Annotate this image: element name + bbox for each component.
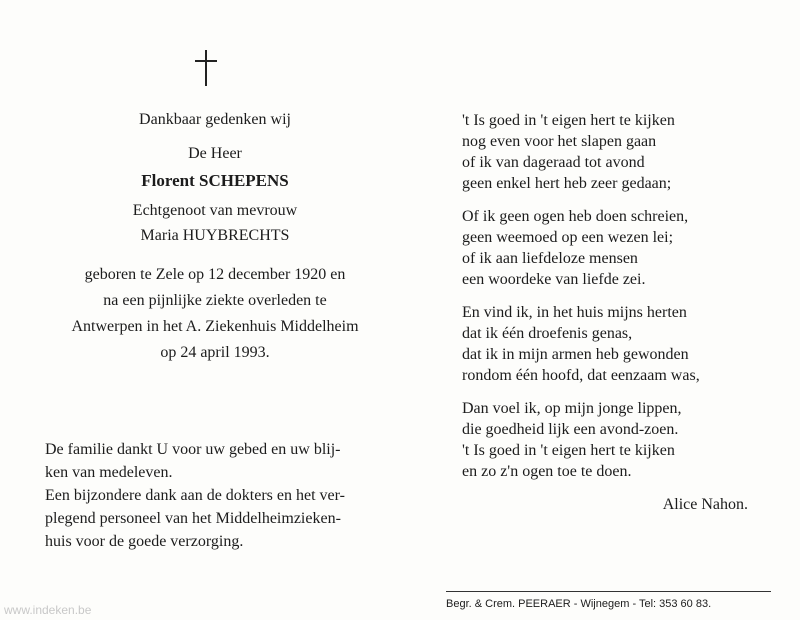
thanks-paragraph xyxy=(45,438,425,553)
thanks-line: plegend personeel van het Middelheimzieken- xyxy=(45,510,341,527)
salutation: De Heer xyxy=(188,145,242,162)
biography xyxy=(10,262,420,366)
spouse-name: Maria HUYBRECHTS xyxy=(140,227,290,244)
poem-line: En vind ik, in het huis mijns herten xyxy=(462,304,687,321)
poem-line: geen enkel hert heb zeer gedaan; xyxy=(462,175,672,192)
poem-line: 't Is goed in 't eigen hert te kijken xyxy=(462,442,675,459)
printer-credit: Begr. & Crem. PEERAER - Wijnegem - Tel: 353 60 83. xyxy=(446,598,712,610)
poem-stanza xyxy=(462,398,782,482)
footer-divider xyxy=(446,591,771,592)
watermark: www.indeken.be xyxy=(4,603,92,617)
poem-line: die goedheid lijk een avond-zoen. xyxy=(462,421,679,438)
poem-line: dat ik in mijn armen heb gewonden xyxy=(462,346,689,363)
poem-stanza xyxy=(462,110,782,194)
spouse-intro: Echtgenoot van mevrouw xyxy=(132,202,298,219)
poem-line: geen weemoed op een wezen lei; xyxy=(462,229,674,246)
poem-line: of ik aan liefdeloze mensen xyxy=(462,250,638,267)
poem-line: Dan voel ik, op mijn jonge lippen, xyxy=(462,400,682,417)
deceased-name: Florent SCHEPENS xyxy=(141,171,289,190)
biography-line: Antwerpen in het A. Ziekenhuis Middelheim xyxy=(71,318,359,335)
poem-line: rondom één hoofd, dat eenzaam was, xyxy=(462,367,700,384)
poem-line: een woordeke van liefde zei. xyxy=(462,271,646,288)
thanks-line: Een bijzondere dank aan de dokters en het ver- xyxy=(45,487,345,504)
poem-line: of ik van dageraad tot avond xyxy=(462,154,645,171)
poem-author: Alice Nahon. xyxy=(662,496,748,513)
thanks-line: huis voor de goede verzorging. xyxy=(45,533,244,550)
poem-line: Of ik geen ogen heb doen schreien, xyxy=(462,208,689,225)
thanks-line: ken van medeleven. xyxy=(45,464,173,481)
poem-stanza xyxy=(462,206,782,290)
biography-line: na een pijnlijke ziekte overleden te xyxy=(103,292,327,309)
cross-icon xyxy=(195,50,217,86)
poem-stanza xyxy=(462,302,782,386)
poem-line: nog even voor het slapen gaan xyxy=(462,133,657,150)
biography-line: geboren te Zele op 12 december 1920 en xyxy=(84,266,346,283)
thanks-line: De familie dankt U voor uw gebed en uw blij- xyxy=(45,441,341,458)
biography-line: op 24 april 1993. xyxy=(160,344,270,361)
poem-line: en zo z'n ogen toe te doen. xyxy=(462,463,632,480)
poem-line: dat ik één droefenis genas, xyxy=(462,325,633,342)
poem xyxy=(462,110,782,494)
intro-text: Dankbaar gedenken wij xyxy=(139,111,291,128)
poem-line: 't Is goed in 't eigen hert te kijken xyxy=(462,112,675,129)
